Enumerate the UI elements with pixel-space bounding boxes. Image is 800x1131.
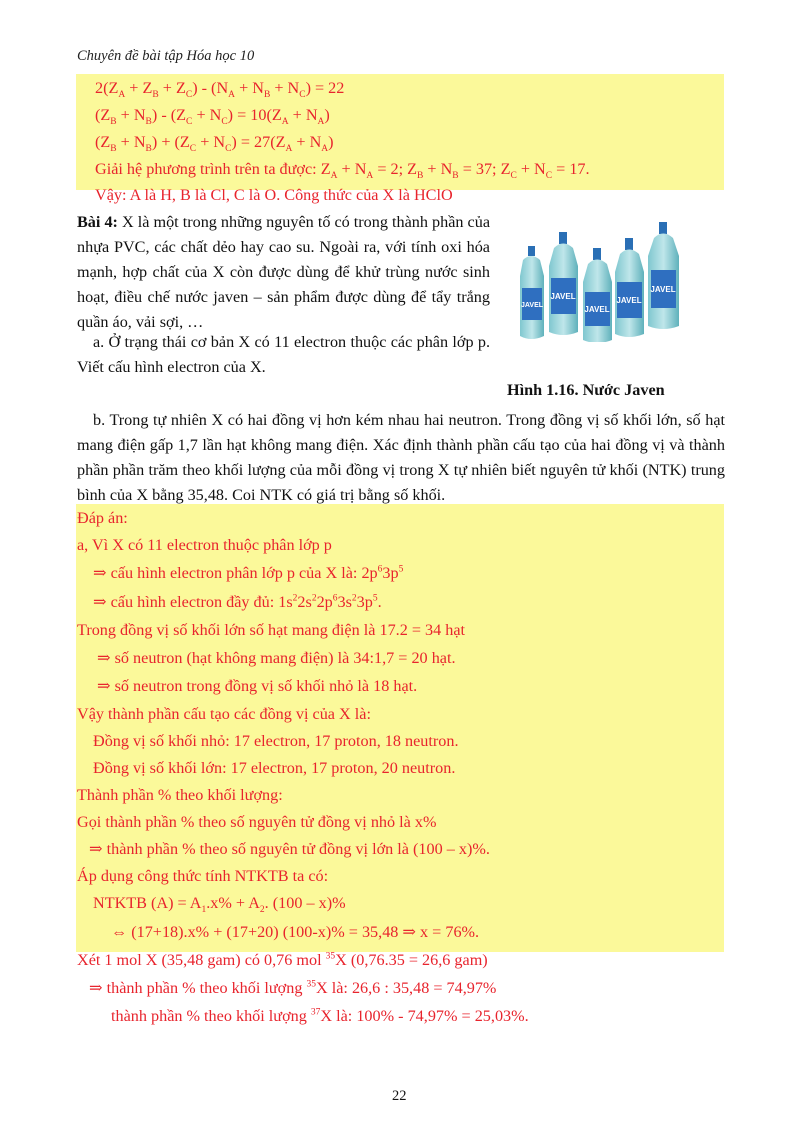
answer-heading: Đáp án: [77,509,128,527]
equation-3: $(Z_B + N_B) + (Z_C + N_C) = 27(Z_A + N_A)$ [95,133,334,155]
page-number: 22 [392,1088,407,1104]
svg-text:JAVEL: JAVEL [520,302,544,309]
answer-a-intro: a, Vì X có 11 electron thuộc phân lớp p [77,536,332,554]
answer-b-line-9: ⇒ thành phần % theo số nguyên tử đồng vị lớn là (100 – x)%. [89,840,490,858]
conclusion: Vậy: A là H, B là Cl, C là O. Công thức của X là HClO [95,186,453,204]
answer-b-line-11: NTKTB $(A) = A_1.x\% + A_2$. (100 – x)% [93,894,346,916]
figure-caption: Hình 1.16. Nước Javen [507,381,665,399]
answer-b-line-3: ⇒ số neutron trong đồng vị số khối nhỏ là 18 hạt. [97,677,418,695]
answer-a-line-1: ⇒ cấu hình electron phân lớp p của X là: $2p^63p^5$ [93,564,404,582]
answer-b-line-10: Áp dụng công thức tính NTKTB ta có: [77,867,329,885]
running-header: Chuyên đề bài tập Hóa học 10 [77,48,255,64]
equation-1: $2(Z_A + Z_B + Z_C) - (N_A + N_B + N_C) = 22$ [95,79,345,101]
answer-c-line-2: ⇒ thành phần % theo khối lượng $^{35}$X là: 26,6 : 35,48 = 74,97% [89,979,497,997]
answer-b-line-7: Thành phần % theo khối lượng: [77,786,283,804]
answer-b-line-6: Đồng vị số khối lớn: 17 electron, 17 proton, 20 neutron. [93,759,456,777]
answer-b-line-4: Vậy thành phần cấu tạo các đồng vị của X là: [77,705,371,723]
equation-2: $(Z_B + N_B) - (Z_C + N_C) = 10(Z_A + N_A)$ [95,106,330,128]
bottle-group [520,222,679,342]
problem-intro: Bài 4: X là một trong những nguyên tố có trong thành phần của nhựa PVC, các chất dẻo hay cao su. Ngoài ra, với tính oxi hóa mạnh, hợp chất của X còn được dùng để khử trùng nước sinh hoạt, điều chế nước javen – sản phẩm được dùng để tẩy trắng quần áo, vải sợi, … [77,213,491,331]
svg-text:JAVEL: JAVEL [616,296,642,305]
answer-c-line-1: Xét 1 mol X (35,48 gam) có 0,76 mol $^{35}$X (0,76.35 = 26,6 gam) [77,951,488,969]
problem-part-b: b. Trong tự nhiên X có hai đồng vị hơn kém nhau hai neutron. Trong đồng vị số khối lớn, số hạt mang điện gấp 1,7 lần hạt không mang điện. Xác định thành phần cấu tạo của hai đồng vị và thành phần phần trăm theo khối lượng của mỗi đồng vị trong X tự nhiên biết nguyên tử khối (NTK) trung bình của X bằng 35,48. Coi NTK có giá trị bằng số khối. [77,411,725,504]
svg-text:JAVEL: JAVEL [550,292,576,301]
answer-b-line-5: Đồng vị số khối nhỏ: 17 electron, 17 proton, 18 neutron. [93,732,459,750]
javel-bottles-image [518,218,684,342]
answer-c-line-3: thành phần % theo khối lượng $^{37}$X là: 100% - 74,97% = 25,03%. [111,1007,529,1025]
problem-part-a: a. Ở trạng thái cơ bản X có 11 electron thuộc các phân lớp p. Viết cấu hình electron của X. [77,333,490,376]
answer-b-line-12: ⇔ (17+18).x% + (17+20) (100-x)% = 35,48 ⇒ x = 76%. [111,923,480,941]
svg-text:JAVEL: JAVEL [650,285,676,294]
solve-result: Giải hệ phương trình trên ta được: $Z_A + N_A = 2$; $Z_B + N_B = 37$; $Z_C + N_C = 17$. [95,160,590,182]
answer-b-line-8: Gọi thành phần % theo số nguyên tử đồng vị nhỏ là x% [77,813,437,831]
answer-b-line-1: Trong đồng vị số khối lớn số hạt mang điện là 17.2 = 34 hạt [77,621,466,639]
answer-a-line-2: ⇒ cấu hình electron đầy đủ: $1s^22s^22p^63s^23p^5$. [93,593,382,611]
svg-text:JAVEL: JAVEL [584,305,610,314]
problem-label: Bài 4: [77,213,118,231]
answer-b-line-2: ⇒ số neutron (hạt không mang điện) là 34:1,7 = 20 hạt. [97,649,456,667]
